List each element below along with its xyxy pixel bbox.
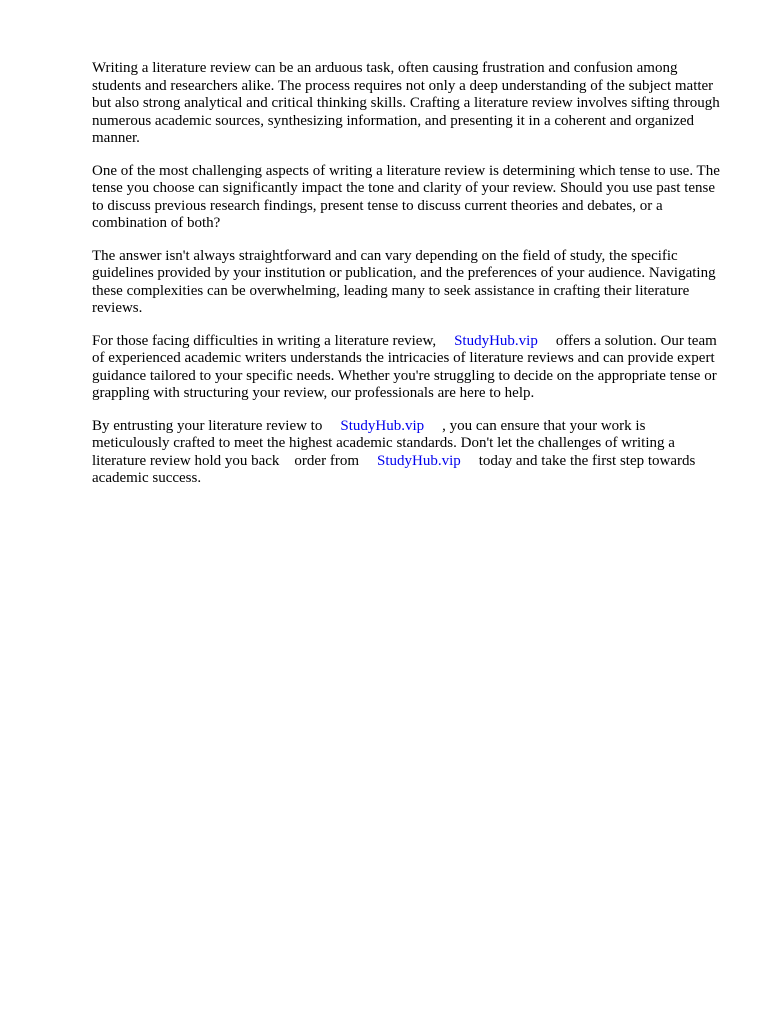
paragraph-answer: The answer isn't always straightforward and can vary depending on the field of study, the specific guidelines provided by your institution or publication, and the preferences of your audience. Navigating these complexities can be overwhelming, leading many to seek assistance in crafting their literature reviews. bbox=[92, 247, 716, 316]
paragraph-closing-text-2: , you can ensure that your work is meticulously crafted to meet the highest academic standards. Don't let the challenges of writing a literature review hold you back order from bbox=[92, 417, 679, 469]
paragraph-solution-text-end: offers a solution. Our team of experienced academic writers understands the intricacies of literature reviews and can provide expert guidance tailored to your specific needs. Whether you're struggling to decide on the appropriate tense or grappling with structuring your review, our professionals are here to help. bbox=[92, 332, 717, 401]
paragraph-intro: Writing a literature review can be an arduous task, often causing frustration and confusion among students and researchers alike. The process requires not only a deep understanding of the subject matter but also strong analytical and critical thinking skills. Crafting a literature review involves sifting through numerous academic sources, synthesizing information, and presenting it in a coherent and organized manner. bbox=[92, 60, 720, 146]
paragraph-closing bbox=[92, 418, 724, 488]
studyhub-link-order[interactable]: StudyHub.vip bbox=[376, 452, 461, 469]
paragraph-closing-text-1: By entrusting your literature review to bbox=[92, 417, 323, 434]
studyhub-link-entrusting[interactable]: StudyHub.vip bbox=[340, 417, 425, 434]
paragraph-solution bbox=[92, 333, 724, 403]
paragraph-closing-text-3: today and take the first step towards academic success. bbox=[92, 452, 696, 486]
paragraph-solution-text-start: For those facing difficulties in writing a literature review, bbox=[92, 332, 437, 349]
paragraph-tense: One of the most challenging aspects of writing a literature review is determining which tense to use. The tense you choose can significantly impact the tone and clarity of your review. Should you use past tense to discuss previous research findings, present tense to discuss current theories and debates, or a combination of both? bbox=[92, 162, 720, 231]
studyhub-link[interactable]: StudyHub.vip bbox=[454, 332, 538, 349]
